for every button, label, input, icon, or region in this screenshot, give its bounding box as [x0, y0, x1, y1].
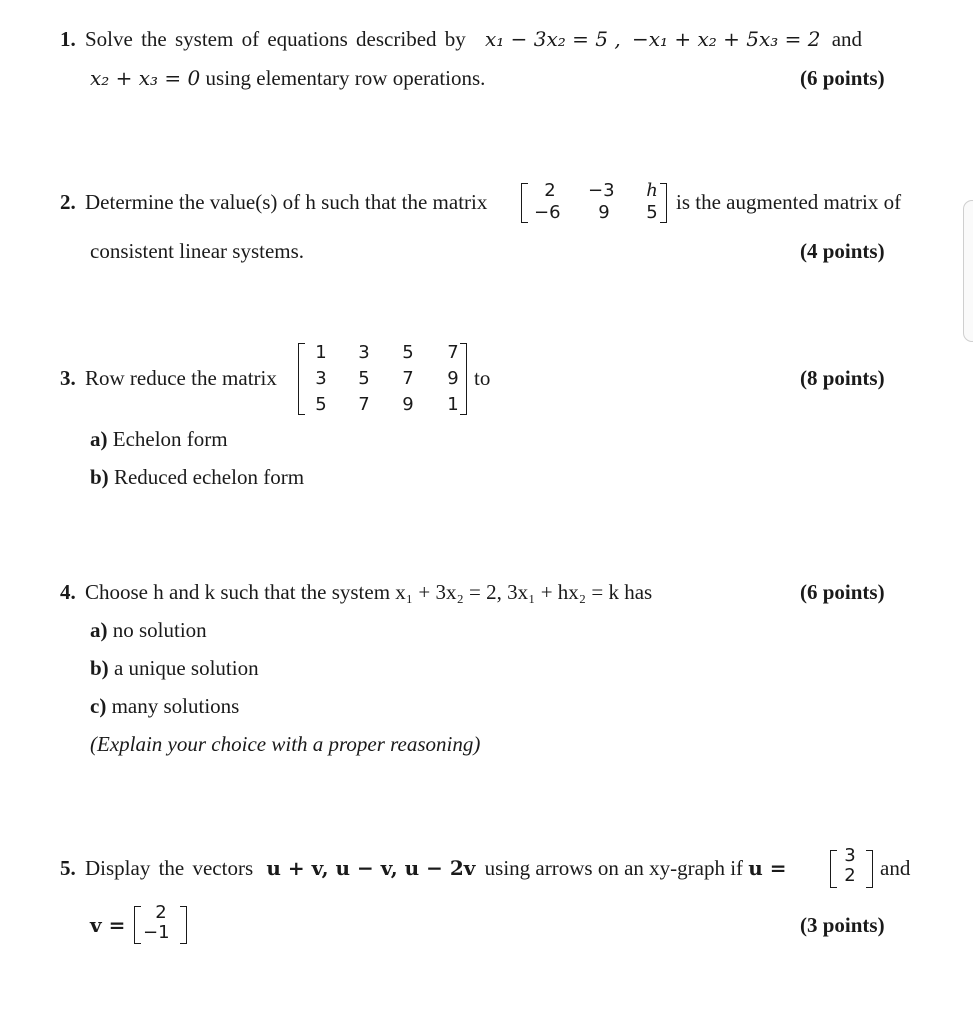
q4-part-b [90, 656, 259, 681]
matrix-cell: 7 [358, 394, 370, 415]
q3-part-a-text: Echelon form [112, 427, 228, 451]
q5-v-right-bracket [180, 906, 187, 944]
vector-cell: 2 [155, 902, 167, 923]
q3-text-before: Row reduce the matrix [85, 366, 277, 390]
q1-eq1: x₁ − 3x₂ = 5 , [485, 27, 621, 51]
q4-part-a-label: a) [90, 618, 108, 642]
q2-line1 [60, 190, 487, 215]
matrix-cell: 5 [646, 202, 658, 223]
q4-part-c-text: many solutions [111, 694, 240, 718]
q5-points: (3 points) [800, 913, 885, 937]
q5-vectors: u + v, u − v, u − 2v [266, 856, 476, 880]
q2-points: (4 points) [800, 239, 885, 263]
vector-cell: 3 [844, 845, 856, 866]
q3-part-b-text: Reduced echelon form [113, 465, 305, 489]
q4-part-b-text: a unique solution [113, 656, 259, 680]
q2-text-after: is the augmented matrix of [676, 190, 902, 214]
q4-note: (Explain your choice with a proper reasoning) [90, 732, 481, 756]
q1-and: and [831, 27, 863, 51]
q5-u-label: u = [748, 856, 787, 880]
q1-text-before: Solve the system of equations described by [85, 27, 466, 51]
vector-cell: −1 [143, 922, 170, 943]
matrix-cell: 9 [402, 394, 414, 415]
q3-line1 [60, 366, 277, 391]
matrix-cell: 1 [315, 342, 327, 363]
q5-number: 5. [60, 856, 76, 880]
matrix-cell: 5 [315, 394, 327, 415]
matrix-cell: 2 [544, 180, 556, 201]
q5-text-mid: using arrows on an xy-graph if [484, 856, 744, 880]
matrix-cell: 7 [402, 368, 414, 389]
q3-matrix-right-bracket [460, 343, 467, 415]
q1-points: (6 points) [800, 66, 885, 90]
q2-text-before: Determine the value(s) of h such that the matrix [85, 190, 488, 214]
q3-number: 3. [60, 366, 76, 390]
matrix-cell: 5 [358, 368, 370, 389]
q1-text-after: using elementary row operations. [205, 66, 486, 90]
q4-part-b-label: b) [90, 656, 109, 680]
matrix-cell: 7 [447, 342, 459, 363]
q3-part-a-label: a) [90, 427, 108, 451]
q5-u-vector [838, 845, 862, 889]
matrix-cell: 9 [447, 368, 459, 389]
q4-number: 4. [60, 580, 76, 604]
q4-text: Choose h and k such that the system x₁ + 3x₂ = 2, 3x₁ + hx₂ = k has [85, 580, 653, 604]
q3-part-b-label: b) [90, 465, 109, 489]
q5-u-left-bracket [830, 850, 837, 888]
matrix-cell: 3 [358, 342, 370, 363]
q5-text-before: Display the vectors [85, 856, 254, 880]
q4-part-c [90, 694, 239, 719]
vector-cell: 2 [844, 865, 856, 886]
q1-line1 [60, 27, 915, 52]
q1-number: 1. [60, 27, 76, 51]
matrix-cell: 1 [447, 394, 459, 415]
matrix-cell: 5 [402, 342, 414, 363]
q2-line2: consistent linear systems. [90, 239, 305, 263]
q4-part-a-text: no solution [112, 618, 207, 642]
q2-number: 2. [60, 190, 76, 214]
q1-line2 [90, 66, 485, 91]
q2-matrix-right-bracket [660, 183, 667, 223]
matrix-cell: 3 [315, 368, 327, 389]
side-panel-handle[interactable] [963, 200, 973, 342]
q3-part-b [90, 465, 304, 490]
matrix-cell: −3 [588, 180, 615, 201]
matrix-cell: 9 [598, 202, 610, 223]
matrix-cell: −6 [534, 202, 561, 223]
q4-part-c-label: c) [90, 694, 107, 718]
q5-and: and [880, 856, 911, 880]
q4-part-a [90, 618, 207, 643]
q3-points: (8 points) [800, 366, 885, 390]
q2-matrix-left-bracket [521, 183, 528, 223]
q3-text-after: to [474, 366, 491, 390]
q5-v-label: v = [90, 913, 126, 937]
matrix-cell: h [646, 180, 658, 201]
q4-points: (6 points) [800, 580, 885, 604]
q5-v-vector [143, 902, 177, 946]
q2-matrix [530, 180, 670, 226]
q5-u-right-bracket [866, 850, 873, 888]
q3-part-a [90, 427, 228, 452]
q4-line1 [60, 580, 652, 605]
q5-v-left-bracket [134, 906, 141, 944]
q3-matrix [304, 342, 464, 416]
q1-eq3: x₂ + x₃ = 0 [90, 66, 201, 90]
q1-eq2: −x₁ + x₂ + 5x₃ = 2 [631, 27, 821, 51]
q5-line1 [60, 856, 787, 881]
